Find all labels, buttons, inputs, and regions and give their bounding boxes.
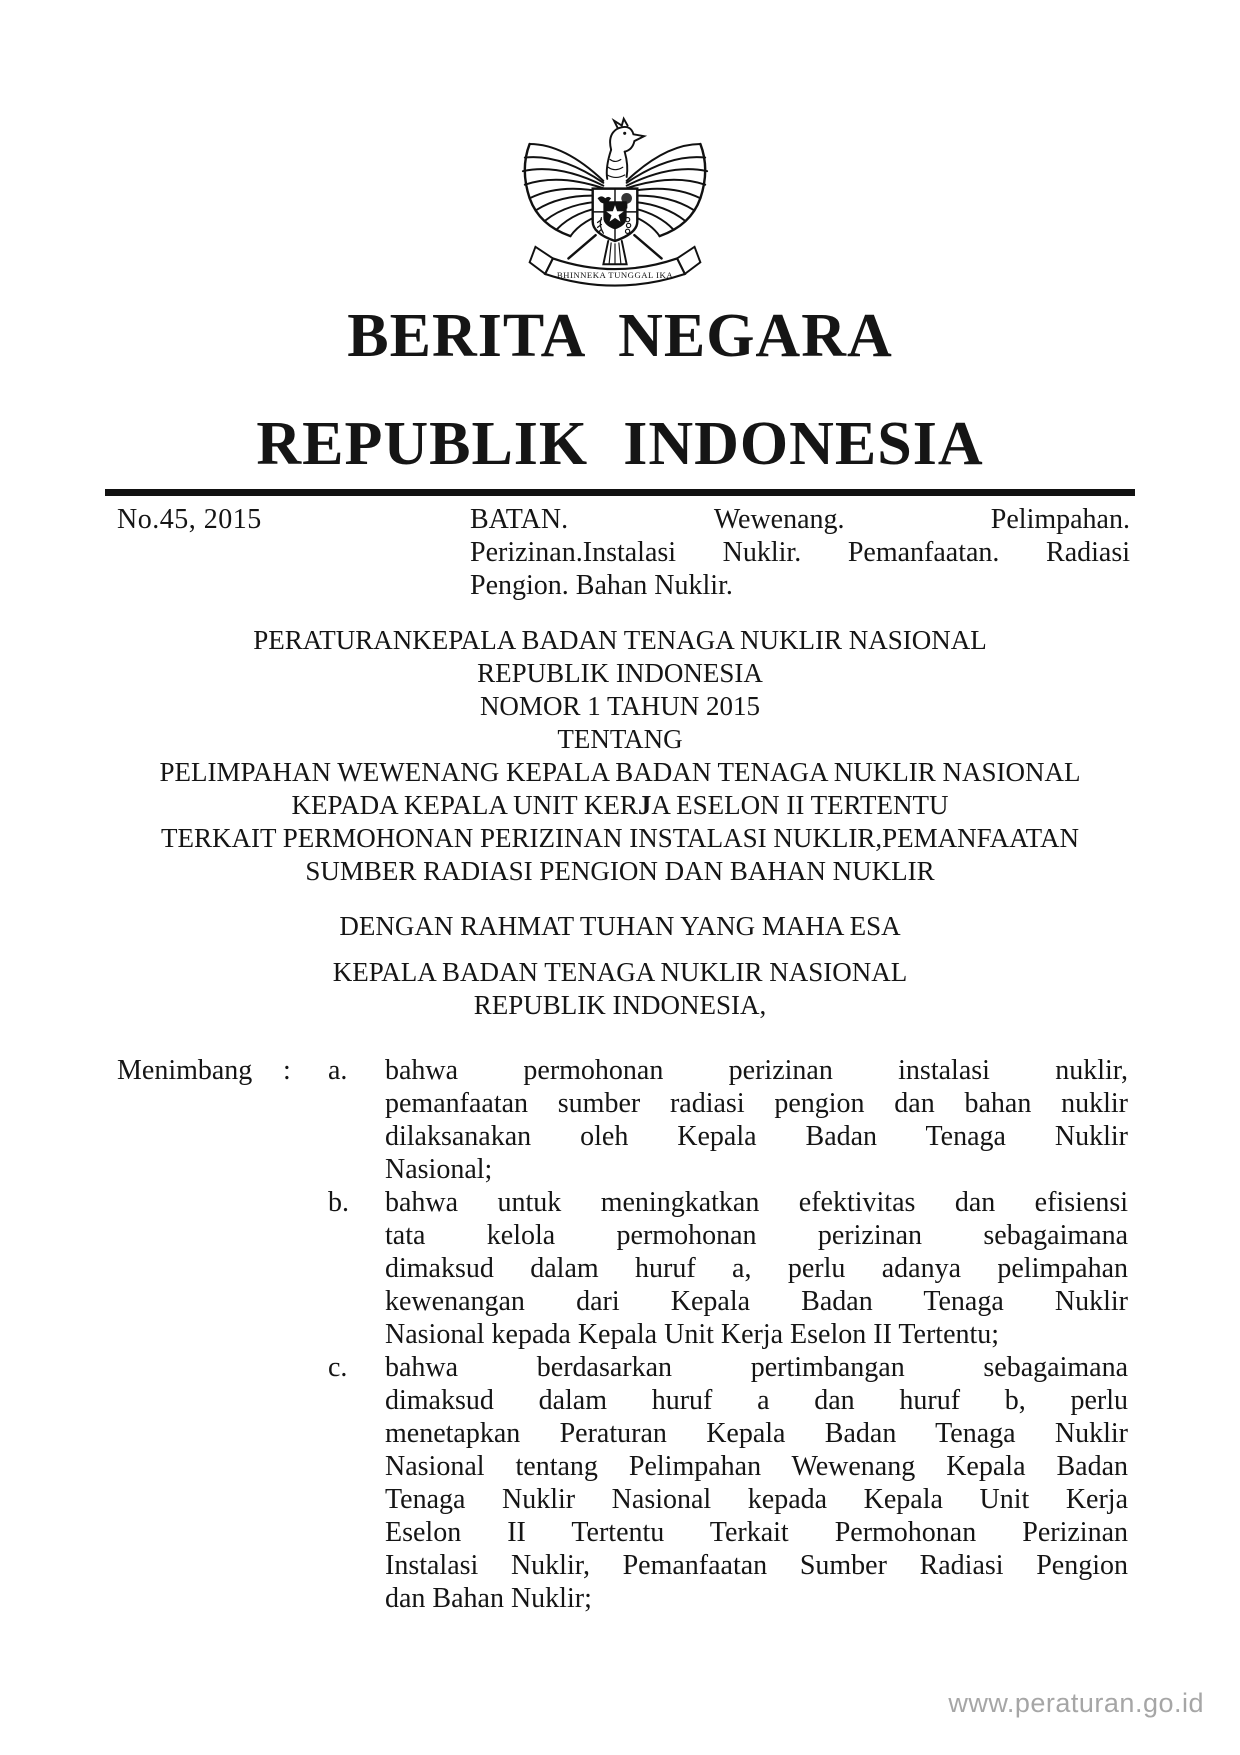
subject-line-2: Perizinan.Instalasi Nuklir. Pemanfaatan. Radiasi [470,537,1130,568]
body-line: bahwa untuk meningkatkan efektivitas dan efisiensi [385,1187,1128,1218]
body-line: Tenaga Nuklir Nasional kepada Kepala Unit Kerja [385,1484,1128,1515]
heading-line-7: TERKAIT PERMOHONAN PERIZINAN INSTALASI NUKLIR,PEMANFAATAN [161,823,1079,853]
item-marker-b: b. [328,1187,349,1218]
heading-line-2: REPUBLIK INDONESIA [477,658,763,688]
body-line: kewenangan dari Kepala Badan Tenaga Nuklir [385,1286,1128,1317]
regulation-heading [105,624,1135,888]
body-line: pemanfaatan sumber radiasi pengion dan bahan nuklir [385,1088,1128,1119]
body-line: dimaksud dalam huruf a, perlu adanya pelimpahan [385,1253,1128,1284]
body-line: dilaksanakan oleh Kepala Badan Tenaga Nuklir [385,1121,1128,1152]
authority-line-2: REPUBLIK INDONESIA, [473,990,767,1020]
subject-keywords [470,503,1130,602]
authority-line-1: KEPALA BADAN TENAGA NUKLIR NASIONAL [332,957,908,987]
considerations-colon: : [283,1055,291,1086]
body-line: Instalasi Nuklir, Pemanfaatan Sumber Radiasi Pengion [385,1550,1128,1581]
item-text-b [385,1186,1128,1351]
considerations-label: Menimbang [117,1055,253,1086]
heading-line-6-pre: KEPADA KEPALA UNIT KER [291,790,638,820]
body-line: tata kelola permohonan perizinan sebagaimana [385,1220,1128,1251]
heading-line-5: PELIMPAHAN WEWENANG KEPALA BADAN TENAGA NUKLIR NASIONAL [159,757,1081,787]
body-line: Nasional tentang Pelimpahan Wewenang Kepala Badan [385,1451,1128,1482]
heading-line-1: PERATURANKEPALA BADAN TENAGA NUKLIR NASIONAL [253,625,987,655]
invocation-line: DENGAN RAHMAT TUHAN YANG MAHA ESA [339,911,901,941]
gazette-number: No.45, 2015 [117,504,262,535]
subject-line-1: BATAN. Wewenang. Pelimpahan. [470,504,1130,535]
heading-line-6-bold: J [637,790,652,820]
body-line: Nasional kepada Kepala Unit Kerja Eselon II Tertentu; [385,1319,1000,1350]
body-line: Eselon II Tertentu Terkait Permohonan Perizinan [385,1517,1128,1548]
item-text-c [385,1351,1128,1615]
body-line: dan Bahan Nuklir; [385,1583,592,1614]
item-marker-a: a. [328,1055,348,1086]
heading-line-3: NOMOR 1 TAHUN 2015 [479,691,761,721]
heading-line-8: SUMBER RADIASI PENGION DAN BAHAN NUKLIR [305,856,935,886]
heading-line-4: TENTANG [557,724,683,754]
item-marker-c: c. [328,1352,348,1383]
heading-line-6-post: A ESELON II TERTENTU [651,790,949,820]
heading-line-6 [105,789,1135,822]
body-line: bahwa permohonan perizinan instalasi nuklir, [385,1055,1128,1086]
garuda-emblem [518,110,712,306]
masthead-title-line1: BERITA NEGARA [347,302,893,370]
body-line: bahwa berdasarkan pertimbangan sebagaimana [385,1352,1128,1383]
masthead-title-line2: REPUBLIK INDONESIA [256,410,984,478]
body-line: dimaksud dalam huruf a dan huruf b, perlu [385,1385,1128,1416]
authority-block [105,956,1135,1022]
subject-line-3: Pengion. Bahan Nuklir. [470,570,733,601]
body-line: Nasional; [385,1154,493,1185]
item-text-a [385,1054,1128,1186]
pancasila-shield-icon [593,189,638,241]
masthead-divider [105,489,1135,496]
body-line: menetapkan Peraturan Kepala Badan Tenaga Nuklir [385,1418,1128,1449]
considerations-section [117,1054,1128,1615]
motto-text: BHINNEKA TUNGGAL IKA [556,269,674,280]
footer-url: www.peraturan.go.id [948,1688,1204,1718]
